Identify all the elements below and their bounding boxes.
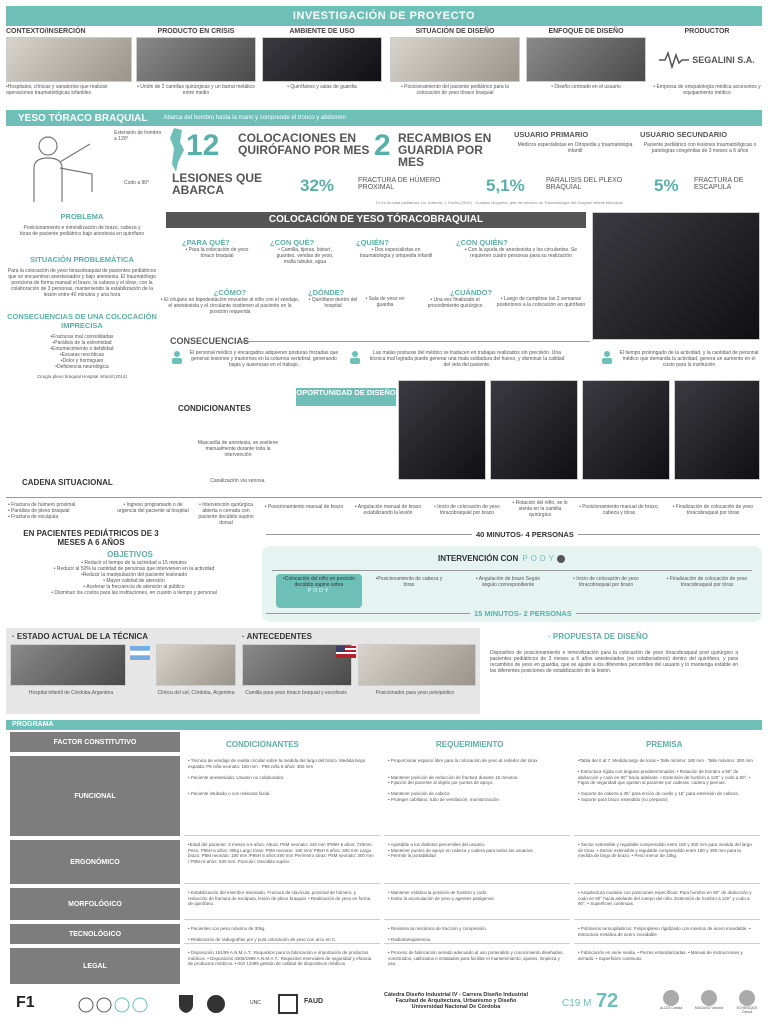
yeso-title: YESO TÓRACO BRAQUIAL — [18, 112, 148, 124]
yeso-source: Fx en la edad pediátrica, Lic. Ibarrola, J. Emilio (2015) · Gustavo Nogueira, jefe del servicio de Traumatología del Hospital Infantil Municipal — [376, 200, 623, 205]
list-item: • Reducir el tiempo de la actividad a 15 minutos — [81, 560, 187, 566]
factor-tecnologico: TECNOLÓGICO — [10, 924, 180, 944]
factor-morfologico: MORFOLÓGICO — [10, 888, 180, 920]
cadena-step: • Rotación del niño, se lo sienta en la camilla quirúrgica — [512, 500, 568, 518]
table-cell: •Edad del paciente: 3 meses a 6 años. Altura: P5M neonato: 440 mm /P95H 6 años: 720mm. Peso: P95H 6 años: 30kg Largo tórax: P5M neonato: 180 mm/ P95H 6 años: 300 mm Largo brazo: P5M neonato: 180 mm /P95H 6 años:490 mm Perímetro tórax: P5M neonato: 300 mm / P95H 6 años: 530 mm. Posición: Decúbito supino — [184, 840, 380, 884]
surgery-photo-main — [592, 212, 760, 340]
context-title: PRODUCTOR — [684, 28, 730, 35]
q-text: • El cirujano en bipedestación envuelve al niño con el vendaje, el anestesista y el circulante sostienen al paciente en la posición requerida — [160, 297, 300, 315]
intervencion-step: •Posicionamiento de cabeza y tórax — [375, 576, 443, 588]
time-label: 40 MINUTOS- 4 PERSONAS — [472, 530, 578, 539]
yeso-bar — [6, 110, 762, 126]
q-heading: ¿CÓMO? — [213, 288, 247, 297]
segalini-logo — [652, 37, 762, 82]
context-photo — [262, 37, 382, 82]
pody-brand: PODY — [522, 554, 557, 563]
q-como — [160, 288, 300, 315]
cadena-step: • Fractura de húmero proximal • Parálisis de plexo braquial • Fractura de escápula — [8, 502, 76, 520]
q-donde-2 — [360, 296, 410, 308]
context-title: AMBIENTE DE USO — [289, 28, 355, 35]
faud-logo: FAUD — [304, 998, 324, 1005]
footer-number: 72 — [596, 990, 619, 1012]
objetivos-list — [6, 560, 262, 596]
lesion2-text: PARALISIS DEL PLEXO BRAQUIAL — [546, 177, 623, 191]
pody-dot-icon — [557, 555, 565, 563]
flag-argentina-icon — [130, 646, 150, 660]
consecuencia-3 — [600, 350, 760, 368]
list-item: • Reducir al 50% la cantidad de personas que intervienen en la actividad — [53, 566, 215, 572]
usuario-primario — [514, 130, 636, 154]
usuario-primario-text: Médicos especialistas en Ortopedia y traumatología infantil — [517, 142, 633, 154]
cadena-step: • Posicionamiento manual de brazo, cabeza y tórax — [579, 504, 659, 516]
context-row — [6, 28, 762, 106]
avatar — [656, 990, 686, 1014]
oportunidad-box — [296, 388, 396, 406]
lesion3-number: 5% — [654, 176, 679, 195]
estado-photo — [156, 644, 236, 686]
consecuencias-list — [6, 334, 158, 370]
q-cuando — [420, 288, 493, 309]
table-cell: • Proporcionar espacio libre para la colocación de yeso al rededor del tórax • Mantener posición de reducción de fractura durante 15 minutos. • Fijación del paciente al objeto por puntos de apoyo. • Mantener posición de cabeza • Proteger cabitlano, tubo de ventilación, monitorización — [384, 756, 570, 836]
list-item: •Fracturas mal consolidadas — [50, 334, 114, 340]
q-con-quien — [456, 238, 586, 259]
universidad-text: Universidad Nacional De Córdoba — [411, 1004, 501, 1010]
estado-caption: Hospital infantil de Córdoba,Argentina — [28, 690, 114, 696]
q-donde — [308, 288, 358, 309]
intervencion-title: INTERVENCIÓN CON — [438, 554, 519, 563]
programa-title-bar — [6, 720, 762, 730]
context-text: • Quirófanos y salas de guardia — [287, 84, 357, 90]
list-item: •Dolor y hormigueo — [60, 358, 104, 364]
q-text: • Sala de yeso en guardia — [365, 296, 405, 308]
list-item: •Deficiencia neurológica — [55, 364, 109, 370]
unc-logo: UNC — [250, 1000, 261, 1006]
table-cell: • Polímeros termoplásticos: Polipropileno rígidizado con insertos de acero inoxidable. • Estructura metálica de acero inoxidable — [574, 924, 760, 944]
usuario-secundario-title: USUARIO SECUNDARIO — [640, 130, 728, 139]
table-cell: • Arquitectura modular con posiciones específicas: Para hombro en 90° de abducción y codo en 90° hacia adelante del cuerpo del niño. Extensión de hombro a 120° y codo a 90°. • Superficies continuas. — [574, 888, 760, 920]
list-item: • Acelerar la frecuencia de atención al público — [83, 584, 185, 590]
surgery-photo — [582, 380, 670, 480]
programa-table — [6, 732, 762, 986]
lesion1-number: 32% — [300, 176, 335, 195]
table-cell: • Mantener estática la posición de hombro y codo. • Evitar la acumulación de yeso y agentes patógenos. — [384, 888, 570, 920]
q-text: • Una vez finalizado el procedimiento quirúrgico — [427, 297, 483, 309]
q-heading: ¿QUIÉN? — [356, 238, 389, 247]
intervencion-step: • Inicio de colocación de yeso tóracobraquial por brazo — [573, 576, 639, 588]
cadena-title: CADENA SITUACIONAL — [22, 478, 113, 487]
unc-shield-icon — [178, 994, 194, 1014]
cadena-step: • Posicionamiento manual de brazo — [264, 504, 344, 510]
antecedente-photo — [358, 644, 476, 686]
surgery-photo — [674, 380, 760, 480]
objetivos-title: OBJETIVOS — [107, 550, 153, 559]
consecuencia-text: El tiempo prolongado de la actividad, y la cantidad de personal médico que demanda la actividad, genera un aumento en el costo para la institución — [619, 350, 759, 368]
avatar-name: ECHENIQUE Carina — [736, 1006, 758, 1014]
context-photo — [390, 37, 520, 82]
table-header: PREMISA — [646, 740, 683, 749]
estado-title: · ESTADO ACTUAL DE LA TÉCNICA — [12, 632, 148, 641]
antecedente-caption: Posicionador para yeso pelvipédico — [375, 690, 455, 696]
usuario-secundario-text: Paciente pediátrico con lesiones traumatológicas o patologías congénitas de 3 meses a 6 años — [643, 142, 757, 154]
factor-funcional: FUNCIONAL — [10, 756, 180, 836]
list-item: •Escaras necróticas — [60, 352, 104, 358]
antecedente-caption: Camilla para yeso tóraco braquial y escoliosis — [245, 690, 347, 696]
context-title: CONTEXTO/INSERCIÓN — [6, 28, 86, 35]
avatar-name: ALIZZI Camila — [659, 1006, 683, 1010]
colocacion-title: COLOCACIÓN DE YESO TÓRACOBRAQUIAL — [268, 214, 484, 225]
unc-circle-icon — [206, 994, 226, 1014]
q-heading: ¿CON QUÉ? — [270, 238, 315, 247]
consecuencias-left-title: CONSECUENCIAS DE UNA COLOCACIÓN IMPRECISA — [7, 312, 157, 330]
label-extension: Extensión de hombro a 120° — [114, 130, 162, 142]
flag-usa-icon — [336, 646, 356, 658]
lesion1-text: FRACTURA DE HÚMERO PROXIMAL — [358, 177, 441, 191]
context-photo — [136, 37, 256, 82]
pody-brand-2: PODY — [307, 588, 331, 594]
intervencion-step-first — [276, 574, 362, 608]
list-item: •Entumecimiento o debilidad — [50, 346, 114, 352]
footer — [6, 990, 762, 1020]
table-header: REQUERIMIENTO — [436, 740, 504, 749]
propuesta-title: · PROPUESTA DE DISEÑO — [548, 632, 649, 641]
left-column — [6, 212, 158, 462]
stat1-text: COLOCACIONES EN QUIRÓFANO POR MES — [238, 131, 370, 157]
stat2-text: RECAMBIOS EN GUARDIA POR MES — [398, 131, 492, 169]
list-item: •Reducir la manipulación del paciente lesionado — [80, 572, 188, 578]
problema-text: Posicionamiento e inmovilización de brazo, cabeza y tórax de paciente pediátrico bajo anestesia en quirófano — [19, 225, 145, 237]
list-item: •Parálisis de la extremidad — [52, 340, 112, 346]
antecedentes-title: · ANTECEDENTES — [242, 632, 312, 641]
programa-title: PROGRAMA — [12, 721, 54, 728]
context-photo — [526, 37, 646, 82]
situacion-title: SITUACIÓN PROBLEMÁTICA — [30, 255, 134, 264]
intervencion-header — [438, 554, 565, 563]
table-cell: • Estabilización del miembro lesionado. Fractura de clavícula, proximal de húmero, y reducción de fractura de escápula, lesión de plexo braquial. • Realización de yeso en forma de quirófano. — [184, 888, 380, 920]
doctor-icon — [170, 350, 184, 364]
catedra-text: Cátedra Diseño Industrial IV - Carrera Diseño Industrial — [384, 992, 528, 998]
avatar — [694, 990, 724, 1014]
oportunidad-text: OPORTUNIDAD DE DISEÑO — [296, 388, 396, 397]
table-cell: • Resistencia mecánica de tracción y compresión. • Radiotransparencia. — [384, 924, 570, 944]
intervencion-step-text: •Colocación del niño en posición decúbito supino sobre — [282, 576, 356, 588]
q-para-que — [182, 238, 252, 259]
avatar — [732, 990, 762, 1014]
lesion3-text: FRACTURA DE ESCAPULA — [694, 177, 744, 191]
avatar-photo — [701, 990, 717, 1006]
context-col — [6, 28, 132, 96]
table-cell: • Proceso de fabricación seriado adecuado al uso pretendido y conocimiento diseñados, construidos, calibrados e instalados para facilitar el mantenimiento, ajustes, limpieza y uso. — [388, 950, 564, 966]
estado-box — [6, 628, 480, 714]
estado-caption: Clínica del sol, Córdoba, Argentina — [157, 690, 235, 696]
context-text: • Diseño centrado en el usuario — [551, 84, 621, 90]
footer-catedra — [356, 992, 556, 1010]
table-cell: • Pacientes con peso máximo de 30kg. • Realización de radiografías pre y post colocación de yeso con arco en C. — [184, 924, 380, 944]
surgery-photo — [398, 380, 486, 480]
consecuencias-source: Cirugía plexo braquial Hospital Infantil (2014) — [36, 374, 128, 379]
table-cell: • Fabricación en serie media. • Piezas estandarizadas. • Manual de instrucciones y armado. • Superficies continuas. — [578, 950, 743, 961]
q-heading: ¿DÓNDE? — [308, 288, 345, 297]
table-cell: • Sector extensible y regulable comprendido entre 180 y 300 mm para medida del largo de tórax. • Sector extensible y regulable comprendido entre 180 y 490 mm para la medida de largo de brazo. • Peso menor de 10kg. — [574, 840, 760, 884]
facultad-text: Facultad de Arquitectura, Urbanismo y Diseño — [395, 998, 517, 1004]
cadena-step: • Inicio de colocación de yeso tóracobraquial por brazo — [434, 504, 500, 516]
table-header-factor: FACTOR CONSTITUTIVO — [10, 732, 180, 752]
questions — [160, 238, 592, 338]
doctor-icon — [348, 350, 362, 364]
factor-ergonomico: ERGONÓMICO — [10, 840, 180, 884]
consecuencia-text: Las malas posturas del médico se traducen en trabajas realizados sin precisión. Una técnica mal lograda puede generar una mala soldadura del hueso, y disminuir la calidad del vida del paciente. — [369, 350, 565, 368]
situacion-text: Para la colocación de yeso tóracobraquial de pacientes pediátricos que se encuentran anestesiados y bajo anestesia. El traumatólogo posiciona de forma manual el brazo, la cabeza y el tórax, con la colaboración de 3 personas, manteniendo la estabilización de la lesión entre 40 minutos y una hora — [7, 268, 157, 298]
context-text: • Empresa de ortopatología médica accesorios y equipamiento médico — [653, 84, 761, 96]
context-text: • Posicionamiento del paciente pediátrico para la colocación de yeso tóraco braquial — [401, 84, 509, 96]
context-text: • Unión de 2 camillas quirúrgicas y un barral metálico entre medio — [137, 84, 255, 96]
consecuencias-title: CONSECUENCIAS — [170, 336, 250, 346]
context-title: PRODUCTO EN CRISIS — [157, 28, 235, 35]
cond2-text: Canalización vía venosa. — [210, 478, 266, 484]
footer-code: C19 M — [562, 998, 592, 1009]
table-header: CONDICIONANTES — [226, 740, 299, 749]
q-text: • Para la colocación de yeso tóraco braquial — [185, 247, 249, 259]
table-cell: • Ajustable a los distintos percentiles del usuario. • Mantener puntos de apoyo en cabeza y cadera para todos los usuarios. • Permitir la portabilidad — [384, 840, 570, 884]
q-heading: ¿CON QUIÉN? — [456, 238, 508, 247]
time-label-2: 15 MINUTOS- 2 PERSONAS — [470, 609, 576, 618]
lesion2-number: 5,1% — [486, 176, 525, 195]
page-title: INVESTIGACIÓN DE PROYECTO — [292, 10, 476, 22]
cond1-text: Mascarilla de anestesia, se sostiene manualmente durante toda la intervención — [197, 440, 279, 458]
context-col — [390, 28, 520, 96]
context-col — [136, 28, 256, 96]
colocacion-title-bar — [166, 212, 586, 228]
cadena-step: • Angulación manual de brazo estabilizando la lesión — [354, 504, 422, 516]
segalini-logo-text: SEGALINI S.A. — [692, 54, 755, 65]
f1-logo: F1 — [16, 994, 35, 1011]
table-cell: •Tabla del 0 al 7. Medida largo de torax • Talle mínimo: 180 mm · Talle máximo: 300 mm • Estructura rígida con ángulos predeterminados: • Rotación de hombro a 90° de abducción y codo en 90° hacia adelante. • Extensión de hombro a 120° y codo a 90°. • Fajas de seguridad que ajusten al paciente por caderas, cadera y piernas. • Soporte de cabeza a 35° para erción de cuello y 15° para extensión de cabeza. • Soporte para brazo extendido (no preparar) — [574, 756, 760, 836]
consecuencia-2 — [348, 350, 568, 368]
segalini-logo-icon — [659, 51, 689, 69]
avatar-name: MAGANO Victoria — [694, 1006, 724, 1010]
consecuencia-text: El personal médico y encargados adquieren posturas forzadas que generan lesiones y trastornos en la columna vertebral, generando bajas y ausencias en el trabajo. — [189, 350, 339, 368]
cadena-line — [6, 497, 762, 498]
context-col — [526, 28, 646, 90]
avatar-group — [656, 990, 762, 1014]
doctor-icon — [600, 350, 614, 364]
q-text: • Camilla, tijeras, bisturí, guantes, vendas de yeso, malla tubular, agua — [276, 247, 334, 265]
estado-photo — [10, 644, 126, 686]
yeso-stats — [6, 128, 762, 208]
q-text: • Quirófano dentro del hospital — [308, 297, 358, 309]
q-heading: ¿PARA QUÉ? — [182, 238, 230, 247]
problema-title: PROBLEMA — [60, 212, 104, 221]
page-title-bar — [6, 6, 762, 26]
faud-icon — [278, 994, 298, 1014]
usuario-secundario — [640, 130, 760, 154]
table-cell: • Técnica de vendaje de vuelta circular sobre la medida del largo del brazo. Medida largo espalda: P5 niña neonato: 180 mm · P95 niña 6 años: 300 mm • Paciente anestesiado: Usuario no colaborador. • Paciente intubado o con máscara facial. — [184, 756, 380, 836]
condicionantes-title: CONDICIONANTES — [178, 404, 251, 413]
context-photo — [6, 37, 132, 82]
pediatric-label: EN PACIENTES PEDIÁTRICOS DE 3 MESES A 6 AÑOS — [23, 529, 159, 547]
list-item: • Mayor calidad de atención — [103, 578, 165, 584]
intervencion-step: • Finalización de colocación de yeso tóracobraquial por tórax — [666, 576, 748, 588]
q-text: • Luego de cumplirse las 2 semanas posteriores a la colocación en quirófano — [496, 296, 586, 308]
propuesta-text: Dispositivo de posicionamiento e inmovilización para la colocación de yeso tóracobraquial post quirúrgico a pacientes pediátricos de 3 meses a 6 años anestesiados (no colaboradores) dentro del quirófano, y para recambios de yeso en guardia, que se ajuste a los diferentes percentiles del usuario y lo mantenga estable en las diferentes posiciones de estabilización de la lesión. — [490, 650, 738, 674]
table-cell: • Disposición 191/99 A.N.M.A.T.: Requisitos para la fabricación e importación de productos médicos. • Disposición 4306/1999 A.N.M.A.T.: Requisitos esenciales de seguridad y eficacia de productos médicos. • ISO 13485 gestión de calidad de dispositivos médicos — [188, 950, 372, 966]
label-codo: Codo a 90° — [124, 180, 150, 186]
intervencion-line — [272, 570, 752, 571]
avatar-photo — [739, 990, 755, 1006]
context-col — [652, 28, 762, 96]
lesiones-title: LESIONES QUE ABARCA — [172, 171, 263, 197]
list-item: • Disminuir los costos para las instituciones, en cuanto a tiempo y personal — [51, 590, 217, 596]
q-text: • Con la ayuda de anestesista y los circulantes. Se requieren cuatro personas para su realización — [464, 247, 578, 259]
context-title: SITUACIÓN DE DISEÑO — [415, 28, 495, 35]
factor-legal: LEGAL — [10, 948, 180, 984]
body-outline-icon — [20, 132, 110, 202]
q-text: • Dos especialistas en traumatología y ortopedia infantil — [359, 247, 433, 259]
usuario-primario-title: USUARIO PRIMARIO — [514, 130, 589, 139]
context-col — [262, 28, 382, 90]
dimo-logo-icon — [76, 996, 156, 1014]
cadena-step: • Intervención quirúrgica abierta o cerrada con paciente decúbito supino dorsal — [198, 502, 254, 526]
avatar-photo — [663, 990, 679, 1006]
divider — [240, 341, 590, 342]
q-con-que — [270, 238, 340, 265]
q-cuando-2 — [494, 296, 588, 308]
intervencion-step: • Angulación de brazo Según ángulo correspondiente — [475, 576, 541, 588]
argentina-map-icon — [168, 128, 186, 172]
q-heading: ¿CUÁNDO? — [450, 288, 493, 297]
yeso-subtitle: Abarca del hombro hasta la mano y comprende el tronco y abdomen — [163, 115, 346, 121]
cadena-step: • Ingreso programado o de urgencia del paciente al hospital — [117, 502, 189, 514]
context-title: ENFOQUE DE DISEÑO — [548, 28, 624, 35]
q-quien — [356, 238, 436, 259]
stat2-number: 2 — [374, 129, 391, 162]
context-text: •Hospitales, clínicas y sanatorios que realizan operaciones traumatológicas infantiles — [6, 84, 108, 96]
stat1-number: 12 — [186, 129, 220, 162]
surgery-photo — [490, 380, 578, 480]
consecuencia-1 — [170, 350, 340, 368]
cadena-step: • Finalización de colocación de yeso tóracobraquial por tórax — [672, 504, 754, 516]
